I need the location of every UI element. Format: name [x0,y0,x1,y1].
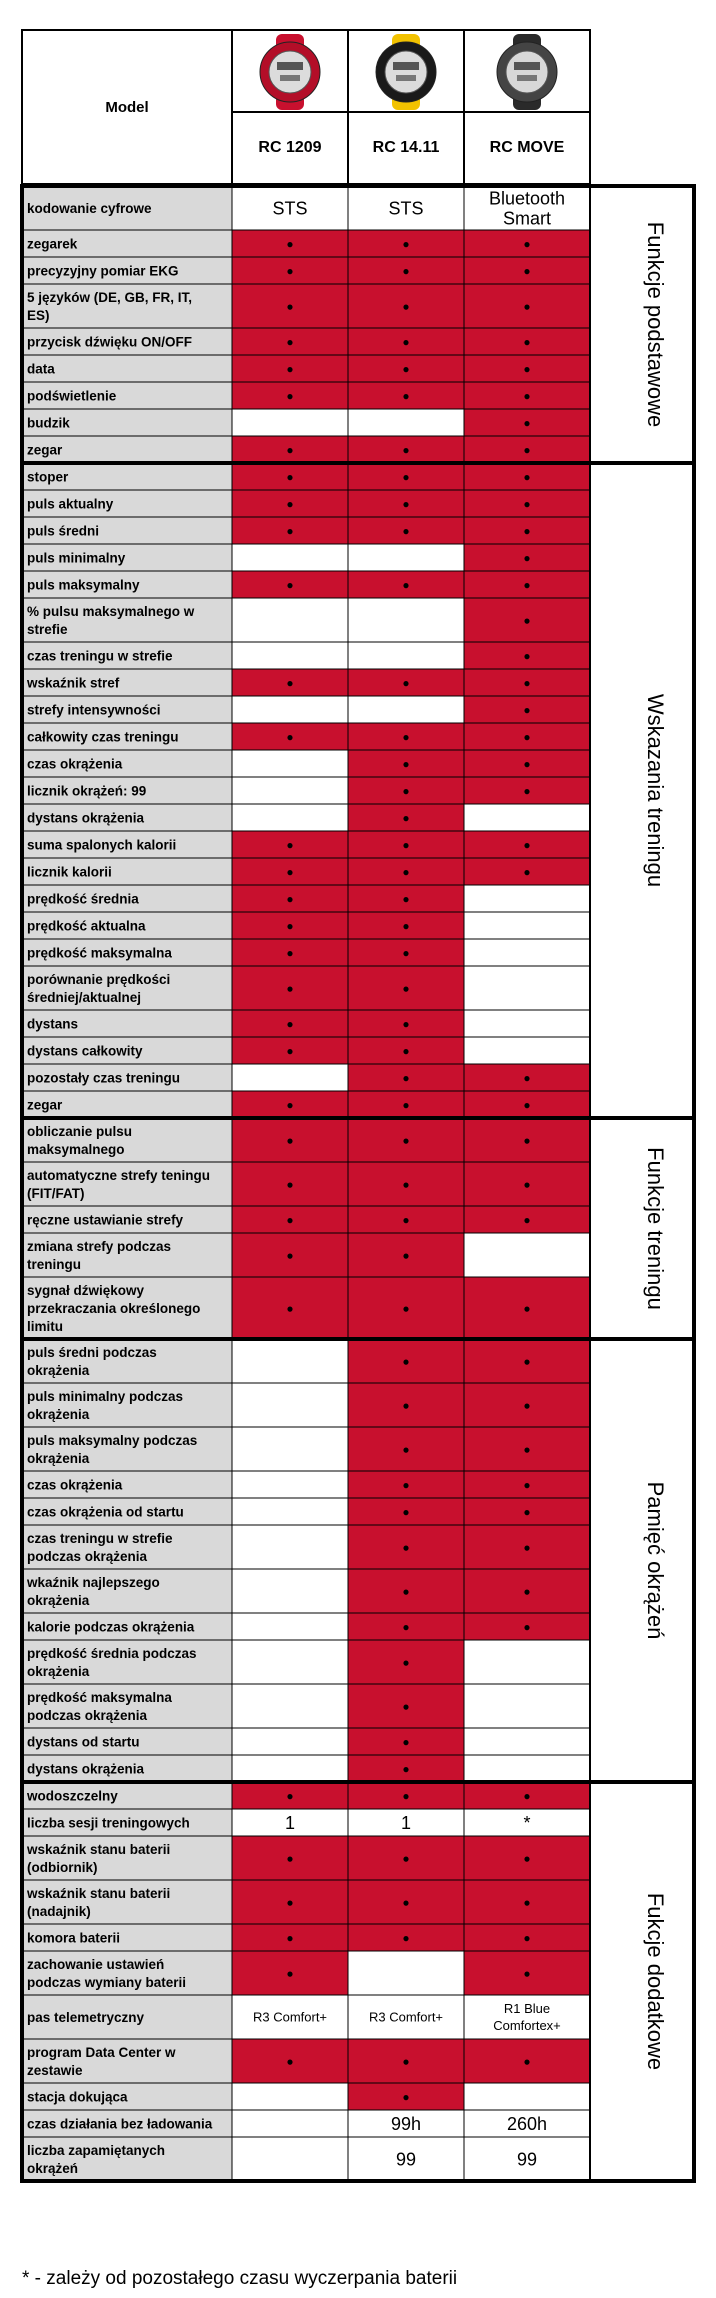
feature-cell [464,2083,590,2110]
feature-dot: ● [402,2089,410,2104]
feature-dot: ● [402,442,410,457]
row-label: czas treningu w strefie [27,1531,173,1546]
feature-dot: ● [402,675,410,690]
row-label: przycisk dźwięku ON/OFF [27,334,193,350]
feature-dot: ● [523,388,531,403]
feature-dot: ● [523,648,531,663]
section-title: Wskazania treningu [643,693,668,888]
feature-dot: ● [402,388,410,403]
row-label: puls aktualny [27,496,114,512]
feature-dot: ● [286,263,294,278]
feature-cell [464,1010,590,1037]
feature-dot: ● [402,1070,410,1085]
feature-dot: ● [286,981,294,996]
feature-dot: ● [286,577,294,592]
feature-dot: ● [402,523,410,538]
feature-cell [232,1498,348,1525]
feature-dot: ● [286,1301,294,1316]
feature-dot: ● [523,1301,531,1316]
feature-cell [232,409,348,436]
feature-cell [232,544,348,571]
feature-cell [348,696,464,723]
feature-dot: ● [402,1699,410,1714]
feature-dot: ● [286,1043,294,1058]
feature-cell [232,2137,348,2181]
feature-dot: ● [523,1504,531,1519]
feature-dot: ● [523,1788,531,1803]
row-label: maksymalnego [27,1142,125,1157]
feature-dot: ● [402,1619,410,1634]
row-label: kodowanie cyfrowe [27,201,152,216]
row-label: data [27,361,55,377]
feature-dot: ● [286,729,294,744]
product-name: RC 1209 [258,139,322,156]
feature-value: 99 [516,2149,538,2170]
feature-dot: ● [523,675,531,690]
feature-cell [464,1684,590,1728]
feature-dot: ● [523,1851,531,1866]
feature-cell [464,1728,590,1755]
feature-cell [232,1383,348,1427]
feature-dot: ● [402,945,410,960]
feature-cell [232,696,348,723]
row-label: puls minimalny [27,550,126,566]
row-label: (FIT/FAT) [27,1186,85,1201]
feature-value: 99h [390,2113,422,2134]
feature-dot: ● [286,442,294,457]
feature-cell [464,939,590,966]
feature-value: R3 Comfort+ [368,2009,444,2025]
row-label: dystans całkowity [27,1043,143,1059]
feature-dot: ● [523,361,531,376]
feature-dot: ● [402,496,410,511]
feature-dot: ● [402,1584,410,1599]
section-panel [590,186,694,463]
row-label: (odbiornik) [27,1860,98,1875]
feature-dot: ● [402,2054,410,2069]
feature-cell [348,1951,464,1995]
row-label: podczas okrążenia [27,1549,148,1564]
feature-dot: ● [523,1177,531,1192]
row-label: zmiana strefy podczas [27,1239,172,1254]
feature-dot: ● [523,415,531,430]
feature-dot: ● [286,469,294,484]
feature-cell [464,804,590,831]
feature-dot: ● [523,1212,531,1227]
section-panel [590,1339,694,1782]
feature-dot: ● [402,1655,410,1670]
row-label: (nadajnik) [27,1904,91,1919]
feature-cell [232,1471,348,1498]
feature-value: STS [272,198,308,219]
feature-dot: ● [402,783,410,798]
feature-dot: ● [523,263,531,278]
feature-cell [232,1640,348,1684]
row-label: obliczanie pulsu [27,1124,133,1139]
feature-dot: ● [523,550,531,565]
feature-dot: ● [402,299,410,314]
section-title: Fukcje dodatkowe [643,1892,668,2071]
row-label: czas okrążenia od startu [27,1504,184,1520]
feature-dot: ● [402,1734,410,1749]
feature-dot: ● [402,1442,410,1457]
row-label: prędkość średnia [27,891,139,907]
feature-dot: ● [402,1851,410,1866]
feature-cell [464,1233,590,1277]
row-label: wskaźnik stanu baterii [27,1886,171,1901]
feature-cell [232,2083,348,2110]
feature-cell [232,2110,348,2137]
feature-dot: ● [523,1584,531,1599]
feature-dot: ● [286,2054,294,2069]
feature-dot: ● [286,864,294,879]
row-label: prędkość maksymalna [27,945,172,961]
feature-dot: ● [523,469,531,484]
row-label: ES) [27,308,50,323]
feature-cell [232,1339,348,1383]
feature-cell [232,1728,348,1755]
feature-dot: ● [402,1504,410,1519]
section-panel [590,1118,694,1339]
row-label: prędkość maksymalna [27,1690,172,1705]
row-label: licznik kalorii [27,864,112,880]
feature-dot: ● [286,1851,294,1866]
feature-dot: ● [402,361,410,376]
feature-dot: ● [523,613,531,628]
row-label: puls maksymalny [27,577,140,593]
feature-dot: ● [286,236,294,251]
section-panel [590,463,694,1118]
feature-dot: ● [402,1043,410,1058]
feature-dot: ● [523,496,531,511]
row-label: okrążenia [27,1593,90,1608]
product-name: RC 14.11 [372,139,440,156]
row-label: czas okrążenia [27,1477,123,1493]
row-label: liczba zapamiętanych [27,2143,166,2158]
feature-dot: ● [523,334,531,349]
row-label: program Data Center w [27,2045,176,2060]
row-label: wodoszczelny [27,1788,118,1804]
feature-dot: ● [523,756,531,771]
row-label: liczba sesji treningowych [27,1815,190,1831]
feature-cell [464,1755,590,1782]
feature-dot: ● [286,1788,294,1803]
row-label: precyzyjny pomiar EKG [27,263,179,279]
feature-cell [232,1569,348,1613]
feature-cell [232,1064,348,1091]
feature-dot: ● [523,1070,531,1085]
feature-cell [232,642,348,669]
feature-value: Bluetooth [488,188,566,209]
row-label: prędkość aktualna [27,918,146,934]
feature-dot: ● [286,496,294,511]
feature-dot: ● [286,1097,294,1112]
row-label: czas działania bez ładowania [27,2116,213,2132]
feature-cell [232,777,348,804]
feature-value: 99 [395,2149,417,2170]
row-label: suma spalonych kalorii [27,837,177,853]
row-label: przekraczania określonego [27,1301,201,1316]
feature-dot: ● [402,1788,410,1803]
feature-dot: ● [402,1477,410,1492]
feature-value: Smart [502,208,552,229]
row-label: puls maksymalny podczas [27,1433,198,1448]
feature-dot: ● [523,1477,531,1492]
row-label: okrążenia [27,1664,90,1679]
row-label: limitu [27,1319,63,1334]
feature-dot: ● [402,837,410,852]
feature-value: 260h [506,2113,548,2134]
feature-dot: ● [402,236,410,251]
feature-dot: ● [523,1398,531,1413]
feature-cell [464,1037,590,1064]
footnote: * - zależy od pozostałego czasu wyczerpania baterii [22,2268,458,2289]
row-label: prędkość średnia podczas [27,1646,197,1661]
feature-cell [464,1640,590,1684]
feature-dot: ● [523,523,531,538]
feature-value: R1 Blue [503,2001,551,2017]
feature-value: Comfortex+ [493,2018,561,2034]
feature-dot: ● [286,1930,294,1945]
row-label: pozostały czas treningu [27,1070,181,1086]
feature-dot: ● [402,1016,410,1031]
feature-dot: ● [523,729,531,744]
feature-dot: ● [523,2054,531,2069]
feature-dot: ● [402,263,410,278]
feature-dot: ● [286,388,294,403]
feature-dot: ● [523,1930,531,1945]
feature-dot: ● [402,1354,410,1369]
feature-cell [232,1613,348,1640]
feature-dot: ● [286,837,294,852]
feature-dot: ● [402,1895,410,1910]
row-label: budzik [27,415,70,431]
row-label: automatyczne strefy teningu [27,1168,211,1183]
row-label: porównanie prędkości [27,972,171,987]
feature-dot: ● [286,361,294,376]
feature-value: * [523,1812,531,1833]
row-label: 5 języków (DE, GB, FR, IT, [27,290,193,305]
row-label: stacja dokująca [27,2089,128,2105]
feature-dot: ● [523,1442,531,1457]
feature-dot: ● [286,675,294,690]
feature-dot: ● [402,918,410,933]
row-label: strefy intensywności [27,702,161,718]
feature-dot: ● [286,299,294,314]
row-label: sygnał dźwiękowy [27,1283,145,1298]
feature-dot: ● [402,1930,410,1945]
feature-cell [232,598,348,642]
row-label: % pulsu maksymalnego w [27,604,195,619]
feature-dot: ● [286,1248,294,1263]
row-label: okrążenia [27,1451,90,1466]
feature-dot: ● [523,1895,531,1910]
row-label: okrążenia [27,1407,90,1422]
row-label: stoper [27,469,69,485]
feature-dot: ● [402,1761,410,1776]
feature-value: STS [388,198,424,219]
feature-dot: ● [523,299,531,314]
feature-dot: ● [402,1248,410,1263]
feature-dot: ● [286,1016,294,1031]
feature-dot: ● [286,1212,294,1227]
feature-dot: ● [523,1966,531,1981]
row-label: czas okrążenia [27,756,123,772]
row-label: czas treningu w strefie [27,648,173,664]
feature-cell [348,409,464,436]
row-label: dystans okrążenia [27,1761,145,1777]
row-label: podczas wymiany baterii [27,1975,187,1990]
row-label: licznik okrążeń: 99 [27,783,147,799]
feature-dot: ● [523,442,531,457]
row-label: okrążeń [27,2161,79,2176]
feature-cell [464,885,590,912]
feature-cell [232,1525,348,1569]
feature-dot: ● [402,729,410,744]
section-title: Funkcje treningu [643,1147,668,1310]
feature-value: 1 [400,1812,412,1833]
row-label: dystans okrążenia [27,810,145,826]
feature-cell [232,1755,348,1782]
feature-dot: ● [402,1097,410,1112]
feature-dot: ● [402,1540,410,1555]
row-label: ręczne ustawianie strefy [27,1212,184,1228]
row-label: wkaźnik najlepszego [27,1575,160,1590]
row-label: kalorie podczas okrążenia [27,1619,195,1635]
feature-dot: ● [402,756,410,771]
feature-dot: ● [402,1133,410,1148]
feature-dot: ● [523,702,531,717]
section-panel [590,1782,694,2181]
row-label: zachowanie ustawień [27,1957,165,1972]
row-label: okrążenia [27,1363,90,1378]
feature-dot: ● [286,1966,294,1981]
feature-dot: ● [523,864,531,879]
feature-value: R3 Comfort+ [252,2009,328,2025]
feature-dot: ● [402,577,410,592]
row-label: puls średni podczas [27,1345,157,1360]
row-label: strefie [27,622,68,637]
model-label: Model [105,99,149,116]
feature-cell [464,966,590,1010]
feature-dot: ● [523,1619,531,1634]
feature-dot: ● [402,864,410,879]
feature-cell [232,750,348,777]
product-name: RC MOVE [489,139,565,156]
row-label: wskaźnik stanu baterii [27,1842,171,1857]
row-label: pas telemetryczny [27,2010,145,2025]
row-label: treningu [27,1257,81,1272]
feature-dot: ● [286,1133,294,1148]
feature-dot: ● [402,334,410,349]
feature-dot: ● [286,945,294,960]
row-label: zegar [27,442,63,458]
row-label: puls średni [27,523,100,539]
feature-dot: ● [402,1301,410,1316]
feature-cell [464,912,590,939]
row-label: całkowity czas treningu [27,729,179,745]
row-label: dystans od startu [27,1734,140,1750]
feature-dot: ● [286,334,294,349]
feature-dot: ● [286,523,294,538]
feature-dot: ● [402,810,410,825]
feature-dot: ● [286,918,294,933]
row-label: komora baterii [27,1930,121,1946]
feature-dot: ● [523,1097,531,1112]
row-label: puls minimalny podczas [27,1389,184,1404]
row-label: dystans [27,1016,79,1032]
row-label: podświetlenie [27,388,117,404]
feature-dot: ● [523,1540,531,1555]
feature-dot: ● [523,1354,531,1369]
feature-dot: ● [286,1895,294,1910]
feature-dot: ● [402,981,410,996]
feature-dot: ● [286,891,294,906]
feature-dot: ● [402,891,410,906]
feature-value: 1 [284,1812,296,1833]
feature-dot: ● [523,236,531,251]
feature-dot: ● [402,469,410,484]
row-label: podczas okrążenia [27,1708,148,1723]
feature-cell [232,1684,348,1728]
feature-dot: ● [523,1133,531,1148]
row-label: średniej/aktualnej [27,990,142,1005]
row-label: zestawie [27,2063,83,2078]
row-label: wskaźnik stref [27,675,120,691]
section-title: Funkcje podstawowe [643,221,668,428]
feature-dot: ● [402,1177,410,1192]
feature-dot: ● [523,783,531,798]
feature-cell [232,804,348,831]
row-label: zegarek [27,236,78,252]
feature-cell [348,598,464,642]
feature-cell [232,1427,348,1471]
feature-dot: ● [523,837,531,852]
feature-dot: ● [286,1177,294,1192]
section-title: Pamięć okrążeń [643,1481,668,1640]
feature-dot: ● [523,577,531,592]
feature-cell [348,642,464,669]
feature-dot: ● [402,1212,410,1227]
feature-dot: ● [402,1398,410,1413]
feature-cell [348,544,464,571]
row-label: zegar [27,1097,63,1113]
